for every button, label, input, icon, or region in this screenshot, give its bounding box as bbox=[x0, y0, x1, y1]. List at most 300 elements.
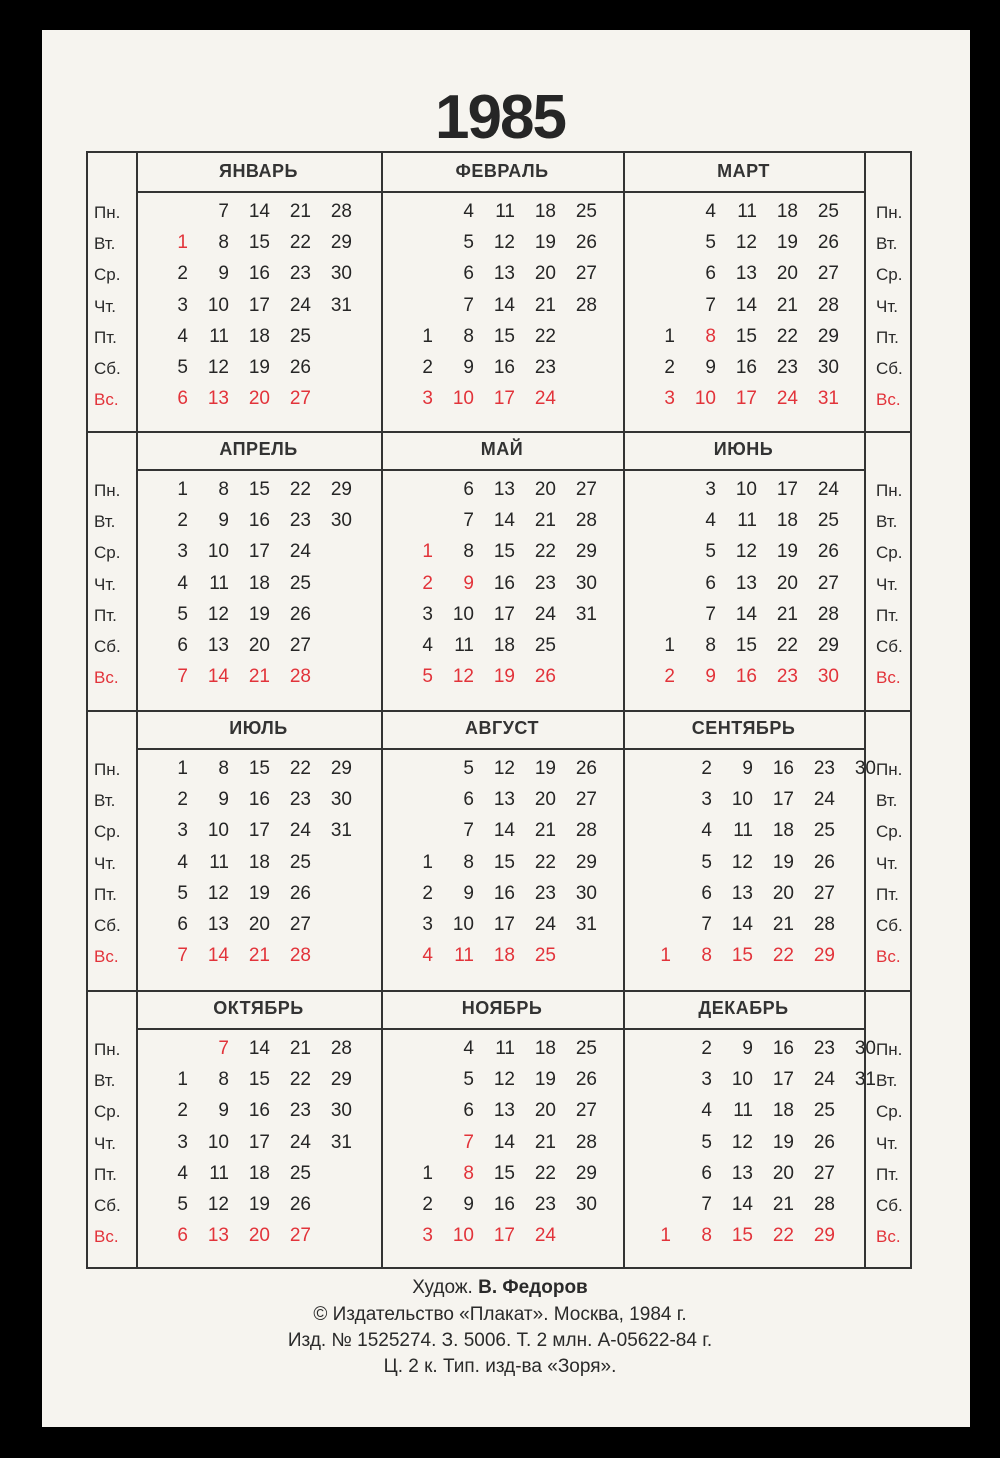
weekday-label-left: Вт. bbox=[94, 1071, 116, 1091]
day-cell: 5 bbox=[177, 1194, 188, 1215]
footer-price: Ц. 2 к. Тип. изд-ва «Зоря». bbox=[383, 1356, 617, 1377]
weekday-label-left: Вс. bbox=[94, 1227, 119, 1247]
day-cell: 1 bbox=[660, 945, 671, 967]
day-cell: 3 bbox=[177, 1131, 188, 1153]
day-cell: 28 bbox=[575, 820, 597, 842]
day-cell: 24 bbox=[813, 1069, 835, 1091]
day-cell: 7 bbox=[177, 945, 188, 967]
day-cell: 1 bbox=[660, 1225, 671, 1247]
day-cell: 23 bbox=[289, 263, 311, 285]
day-cell: 5 bbox=[463, 758, 474, 779]
day-cell: 10 bbox=[694, 388, 716, 410]
day-cell: 25 bbox=[289, 572, 311, 594]
day-cell: 1 bbox=[664, 635, 675, 656]
day-cell: 21 bbox=[248, 945, 270, 967]
day-cell: 14 bbox=[248, 1038, 270, 1059]
day-cell: 30 bbox=[575, 1194, 597, 1215]
day-cell: 2 bbox=[177, 1100, 188, 1122]
weekday-label-right: Вс. bbox=[876, 1227, 901, 1247]
day-cell: 31 bbox=[817, 388, 839, 410]
day-cell: 5 bbox=[701, 851, 712, 873]
day-cell: 11 bbox=[733, 820, 753, 842]
day-cell: 21 bbox=[534, 1131, 556, 1153]
day-cell: 30 bbox=[575, 882, 597, 904]
day-cell: 18 bbox=[772, 820, 794, 842]
day-cell: 10 bbox=[452, 1225, 474, 1247]
day-cell: 26 bbox=[289, 603, 311, 625]
weekday-label-right: Сб. bbox=[876, 637, 903, 656]
day-cell: 27 bbox=[813, 882, 835, 904]
day-cell: 14 bbox=[735, 603, 757, 625]
day-cell: 19 bbox=[248, 357, 270, 378]
day-cell: 10 bbox=[207, 820, 229, 842]
day-cell: 26 bbox=[813, 851, 835, 873]
day-cell: 8 bbox=[218, 232, 229, 254]
day-cell: 23 bbox=[534, 882, 556, 904]
month-name: НОЯБРЬ bbox=[461, 998, 543, 1018]
day-cell: 10 bbox=[452, 388, 474, 410]
day-cell: 14 bbox=[207, 666, 229, 688]
day-cell: 9 bbox=[218, 1100, 229, 1122]
day-cell: 20 bbox=[534, 479, 556, 500]
day-cell: 29 bbox=[813, 945, 835, 967]
day-cell: 27 bbox=[817, 263, 839, 285]
weekday-label-left: Вт. bbox=[94, 234, 116, 254]
year-title: 1985 bbox=[435, 83, 565, 152]
day-cell: 11 bbox=[209, 851, 229, 873]
day-cell: 25 bbox=[289, 851, 311, 873]
day-cell: 4 bbox=[422, 635, 433, 656]
day-cell: 20 bbox=[772, 882, 794, 904]
day-cell: 26 bbox=[289, 1194, 311, 1215]
day-cell: 11 bbox=[495, 1038, 515, 1059]
weekday-label-left: Вс. bbox=[94, 668, 119, 688]
month-name: МАРТ bbox=[717, 161, 770, 181]
day-cell: 16 bbox=[248, 263, 270, 285]
weekday-label-right: Чт. bbox=[876, 853, 898, 873]
weekday-label-left: Сб. bbox=[94, 916, 121, 935]
day-cell: 8 bbox=[701, 945, 712, 967]
day-cell: 17 bbox=[248, 1131, 270, 1153]
grid-hline bbox=[88, 990, 910, 992]
day-cell: 25 bbox=[813, 1100, 835, 1122]
day-cell: 27 bbox=[289, 914, 311, 935]
weekday-label-left: Пн. bbox=[94, 481, 121, 500]
day-cell: 14 bbox=[493, 510, 515, 532]
weekday-label-right: Чт. bbox=[876, 574, 898, 594]
day-cell: 20 bbox=[776, 263, 798, 285]
day-cell: 4 bbox=[177, 572, 188, 594]
day-cell: 15 bbox=[248, 479, 270, 500]
day-cell: 17 bbox=[248, 294, 270, 316]
day-cell: 30 bbox=[854, 758, 876, 779]
day-cell: 27 bbox=[575, 263, 597, 285]
day-cell: 6 bbox=[177, 635, 188, 656]
day-cell: 12 bbox=[731, 1131, 753, 1153]
day-cell: 11 bbox=[209, 1162, 229, 1184]
weekday-label-right: Пт. bbox=[876, 884, 899, 904]
day-cell: 17 bbox=[493, 1225, 515, 1247]
day-cell: 12 bbox=[735, 232, 757, 254]
day-cell: 2 bbox=[422, 882, 433, 904]
day-cell: 31 bbox=[330, 820, 352, 842]
day-cell: 28 bbox=[813, 1194, 835, 1215]
day-cell: 12 bbox=[493, 232, 515, 254]
weekday-label-right: Сб. bbox=[876, 1196, 903, 1215]
day-cell: 19 bbox=[248, 603, 270, 625]
day-cell: 3 bbox=[701, 789, 712, 811]
weekday-label-right: Пн. bbox=[876, 760, 903, 779]
day-cell: 7 bbox=[705, 603, 716, 625]
day-cell: 24 bbox=[289, 820, 311, 842]
day-cell: 29 bbox=[575, 1162, 597, 1184]
day-cell: 21 bbox=[534, 294, 556, 316]
day-cell: 9 bbox=[218, 789, 229, 811]
day-cell: 4 bbox=[705, 510, 716, 532]
day-cell: 3 bbox=[422, 388, 433, 410]
day-cell: 5 bbox=[701, 1131, 712, 1153]
day-cell: 6 bbox=[705, 572, 716, 594]
day-cell: 3 bbox=[701, 1069, 712, 1091]
day-cell: 29 bbox=[575, 851, 597, 873]
day-cell: 18 bbox=[776, 201, 798, 222]
day-cell: 10 bbox=[207, 541, 229, 563]
day-cell: 9 bbox=[463, 572, 474, 594]
day-cell: 22 bbox=[289, 1069, 311, 1091]
month-name: МАЙ bbox=[480, 439, 524, 459]
day-cell: 11 bbox=[733, 1100, 753, 1122]
day-cell: 25 bbox=[534, 945, 556, 967]
footer-publisher: © Издательство «Плакат». Москва, 1984 г. bbox=[313, 1304, 687, 1325]
day-cell: 20 bbox=[248, 388, 270, 410]
day-cell: 29 bbox=[817, 325, 839, 347]
day-cell: 30 bbox=[330, 510, 352, 532]
weekday-label-left: Чт. bbox=[94, 574, 116, 594]
day-cell: 24 bbox=[534, 603, 556, 625]
day-cell: 21 bbox=[289, 1038, 311, 1059]
day-cell: 23 bbox=[289, 1100, 311, 1122]
day-cell: 9 bbox=[218, 510, 229, 532]
day-cell: 31 bbox=[854, 1069, 876, 1091]
day-cell: 5 bbox=[177, 882, 188, 904]
day-cell: 10 bbox=[731, 1069, 753, 1091]
day-cell: 5 bbox=[177, 603, 188, 625]
day-cell: 8 bbox=[701, 1225, 712, 1247]
day-cell: 9 bbox=[705, 666, 716, 688]
day-cell: 4 bbox=[422, 945, 433, 967]
day-cell: 24 bbox=[534, 1225, 556, 1247]
day-cell: 2 bbox=[177, 510, 188, 532]
day-cell: 20 bbox=[772, 1162, 794, 1184]
day-cell: 20 bbox=[776, 572, 798, 594]
day-cell: 1 bbox=[422, 541, 433, 563]
weekday-label-right: Пт. bbox=[876, 605, 899, 625]
day-cell: 17 bbox=[776, 479, 798, 500]
day-cell: 9 bbox=[218, 263, 229, 285]
day-cell: 15 bbox=[248, 758, 270, 779]
day-cell: 17 bbox=[493, 388, 515, 410]
weekday-label-right: Ср. bbox=[876, 543, 903, 563]
weekday-label-left: Пт. bbox=[94, 884, 117, 904]
day-cell: 19 bbox=[776, 232, 798, 254]
day-cell: 1 bbox=[177, 758, 188, 779]
day-cell: 27 bbox=[289, 1225, 311, 1247]
day-cell: 25 bbox=[813, 820, 835, 842]
day-cell: 8 bbox=[463, 541, 474, 563]
weekday-label-right: Ср. bbox=[876, 822, 903, 842]
day-cell: 8 bbox=[218, 758, 229, 779]
day-cell: 21 bbox=[289, 201, 311, 222]
day-cell: 11 bbox=[209, 325, 229, 347]
day-cell: 23 bbox=[776, 666, 798, 688]
weekday-label-right: Пн. bbox=[876, 1040, 903, 1059]
day-cell: 18 bbox=[772, 1100, 794, 1122]
day-cell: 22 bbox=[776, 325, 798, 347]
day-cell: 16 bbox=[493, 1194, 515, 1215]
day-cell: 9 bbox=[742, 758, 753, 779]
day-cell: 2 bbox=[664, 666, 675, 688]
day-cell: 30 bbox=[330, 263, 352, 285]
day-cell: 11 bbox=[454, 945, 474, 967]
day-cell: 13 bbox=[731, 1162, 753, 1184]
day-cell: 16 bbox=[772, 1038, 794, 1059]
day-cell: 16 bbox=[248, 789, 270, 811]
day-cell: 29 bbox=[330, 479, 352, 500]
day-cell: 8 bbox=[463, 1162, 474, 1184]
day-cell: 20 bbox=[534, 1100, 556, 1122]
day-cell: 19 bbox=[776, 541, 798, 563]
day-cell: 16 bbox=[493, 882, 515, 904]
day-cell: 21 bbox=[534, 820, 556, 842]
day-cell: 18 bbox=[534, 1038, 556, 1059]
day-cell: 10 bbox=[207, 294, 229, 316]
day-cell: 25 bbox=[575, 201, 597, 222]
weekday-label-left: Чт. bbox=[94, 1133, 116, 1153]
day-cell: 20 bbox=[248, 1225, 270, 1247]
day-cell: 1 bbox=[422, 1162, 433, 1184]
weekday-label-right: Ср. bbox=[876, 1102, 903, 1122]
day-cell: 16 bbox=[248, 1100, 270, 1122]
day-cell: 22 bbox=[289, 232, 311, 254]
day-cell: 15 bbox=[493, 325, 515, 347]
day-cell: 11 bbox=[454, 635, 474, 656]
header-underline bbox=[136, 191, 864, 193]
day-cell: 22 bbox=[534, 325, 556, 347]
day-cell: 26 bbox=[575, 758, 597, 779]
weekday-label-left: Пн. bbox=[94, 1040, 121, 1059]
day-cell: 2 bbox=[701, 1038, 712, 1059]
day-cell: 1 bbox=[177, 232, 188, 254]
day-cell: 13 bbox=[735, 572, 757, 594]
weekday-label-right: Пн. bbox=[876, 481, 903, 500]
weekday-label-left: Пт. bbox=[94, 327, 117, 347]
header-underline bbox=[136, 469, 864, 471]
weekday-label-right: Пт. bbox=[876, 1164, 899, 1184]
month-name: СЕНТЯБРЬ bbox=[691, 718, 796, 738]
day-cell: 21 bbox=[776, 603, 798, 625]
weekday-label-right: Вс. bbox=[876, 390, 901, 410]
day-cell: 6 bbox=[701, 882, 712, 904]
day-cell: 29 bbox=[813, 1225, 835, 1247]
weekday-label-left: Вс. bbox=[94, 390, 119, 410]
day-cell: 22 bbox=[772, 1225, 794, 1247]
day-cell: 31 bbox=[575, 914, 597, 935]
day-cell: 5 bbox=[422, 666, 433, 688]
day-cell: 26 bbox=[534, 666, 556, 688]
day-cell: 18 bbox=[248, 572, 270, 594]
day-cell: 25 bbox=[289, 325, 311, 347]
day-cell: 17 bbox=[248, 541, 270, 563]
day-cell: 28 bbox=[575, 1131, 597, 1153]
day-cell: 2 bbox=[422, 1194, 433, 1215]
day-cell: 14 bbox=[248, 201, 270, 222]
day-cell: 22 bbox=[534, 541, 556, 563]
day-cell: 8 bbox=[705, 635, 716, 656]
calendar-grid bbox=[86, 151, 912, 1269]
day-cell: 16 bbox=[248, 510, 270, 532]
day-cell: 2 bbox=[701, 758, 712, 779]
day-cell: 22 bbox=[289, 479, 311, 500]
day-cell: 26 bbox=[575, 1069, 597, 1091]
day-cell: 12 bbox=[207, 357, 229, 378]
day-cell: 8 bbox=[463, 851, 474, 873]
weekday-label-right: Вт. bbox=[876, 1071, 898, 1091]
artist-prefix: Худож. bbox=[412, 1277, 473, 1298]
day-cell: 6 bbox=[463, 479, 474, 500]
day-cell: 17 bbox=[772, 789, 794, 811]
weekday-label-left: Чт. bbox=[94, 853, 116, 873]
day-cell: 14 bbox=[493, 294, 515, 316]
day-cell: 24 bbox=[289, 294, 311, 316]
day-cell: 14 bbox=[731, 914, 753, 935]
day-cell: 24 bbox=[534, 388, 556, 410]
day-cell: 23 bbox=[534, 1194, 556, 1215]
day-cell: 4 bbox=[177, 325, 188, 347]
day-cell: 3 bbox=[422, 1225, 433, 1247]
day-cell: 22 bbox=[776, 635, 798, 656]
artist-name: В. Федоров bbox=[478, 1277, 588, 1298]
day-cell: 25 bbox=[817, 201, 839, 222]
day-cell: 4 bbox=[463, 201, 474, 222]
day-cell: 18 bbox=[493, 945, 515, 967]
header-underline bbox=[136, 748, 864, 750]
day-cell: 17 bbox=[248, 820, 270, 842]
day-cell: 8 bbox=[218, 479, 229, 500]
day-cell: 7 bbox=[701, 1194, 712, 1215]
day-cell: 22 bbox=[772, 945, 794, 967]
day-cell: 3 bbox=[177, 294, 188, 316]
day-cell: 25 bbox=[289, 1162, 311, 1184]
day-cell: 16 bbox=[493, 357, 515, 378]
day-cell: 1 bbox=[177, 1069, 188, 1091]
weekday-label-right: Вт. bbox=[876, 791, 898, 811]
day-cell: 7 bbox=[463, 510, 474, 532]
month-name: АПРЕЛЬ bbox=[219, 439, 298, 459]
weekday-label-left: Сб. bbox=[94, 1196, 121, 1215]
day-cell: 2 bbox=[177, 263, 188, 285]
weekday-label-right: Вт. bbox=[876, 512, 898, 532]
month-name: ИЮНЬ bbox=[713, 439, 774, 459]
day-cell: 15 bbox=[731, 945, 753, 967]
day-cell: 10 bbox=[735, 479, 757, 500]
day-cell: 5 bbox=[705, 232, 716, 254]
day-cell: 17 bbox=[493, 914, 515, 935]
day-cell: 11 bbox=[495, 201, 515, 222]
day-cell: 24 bbox=[534, 914, 556, 935]
weekday-label-left: Сб. bbox=[94, 359, 121, 378]
day-cell: 11 bbox=[737, 201, 757, 222]
day-cell: 27 bbox=[575, 789, 597, 811]
day-cell: 7 bbox=[218, 1038, 229, 1059]
weekday-label-left: Пт. bbox=[94, 605, 117, 625]
day-cell: 24 bbox=[289, 1131, 311, 1153]
day-cell: 14 bbox=[735, 294, 757, 316]
day-cell: 19 bbox=[772, 851, 794, 873]
day-cell: 1 bbox=[664, 325, 675, 347]
day-cell: 11 bbox=[209, 572, 229, 594]
day-cell: 29 bbox=[330, 232, 352, 254]
day-cell: 2 bbox=[422, 572, 433, 594]
day-cell: 19 bbox=[248, 1194, 270, 1215]
day-cell: 18 bbox=[534, 201, 556, 222]
grid-hline bbox=[88, 431, 910, 433]
day-cell: 6 bbox=[705, 263, 716, 285]
day-cell: 13 bbox=[493, 263, 515, 285]
day-cell: 22 bbox=[289, 758, 311, 779]
day-cell: 28 bbox=[813, 914, 835, 935]
day-cell: 23 bbox=[289, 789, 311, 811]
day-cell: 8 bbox=[705, 325, 716, 347]
day-cell: 3 bbox=[705, 479, 716, 500]
day-cell: 27 bbox=[817, 572, 839, 594]
day-cell: 20 bbox=[248, 635, 270, 656]
day-cell: 13 bbox=[493, 479, 515, 500]
day-cell: 23 bbox=[813, 1038, 835, 1059]
day-cell: 10 bbox=[452, 914, 474, 935]
day-cell: 19 bbox=[493, 666, 515, 688]
day-cell: 31 bbox=[330, 294, 352, 316]
day-cell: 18 bbox=[248, 1162, 270, 1184]
day-cell: 6 bbox=[177, 388, 188, 410]
day-cell: 19 bbox=[534, 758, 556, 779]
day-cell: 21 bbox=[772, 1194, 794, 1215]
day-cell: 11 bbox=[737, 510, 757, 532]
day-cell: 14 bbox=[493, 820, 515, 842]
day-cell: 12 bbox=[452, 666, 474, 688]
day-cell: 28 bbox=[575, 294, 597, 316]
day-cell: 29 bbox=[330, 758, 352, 779]
day-cell: 3 bbox=[177, 820, 188, 842]
day-cell: 12 bbox=[731, 851, 753, 873]
day-cell: 30 bbox=[817, 666, 839, 688]
day-cell: 13 bbox=[493, 789, 515, 811]
day-cell: 30 bbox=[330, 1100, 352, 1122]
day-cell: 19 bbox=[248, 882, 270, 904]
day-cell: 13 bbox=[735, 263, 757, 285]
weekday-label-right: Чт. bbox=[876, 296, 898, 316]
day-cell: 22 bbox=[534, 1162, 556, 1184]
header-underline bbox=[136, 1028, 864, 1030]
day-cell: 29 bbox=[575, 541, 597, 563]
month-name: ДЕКАБРЬ bbox=[698, 998, 789, 1018]
weekday-label-left: Вт. bbox=[94, 791, 116, 811]
day-cell: 13 bbox=[207, 1225, 229, 1247]
day-cell: 16 bbox=[735, 666, 757, 688]
day-cell: 12 bbox=[207, 882, 229, 904]
weekday-label-left: Ср. bbox=[94, 265, 121, 285]
weekday-label-left: Ср. bbox=[94, 543, 121, 563]
day-cell: 2 bbox=[664, 357, 675, 378]
